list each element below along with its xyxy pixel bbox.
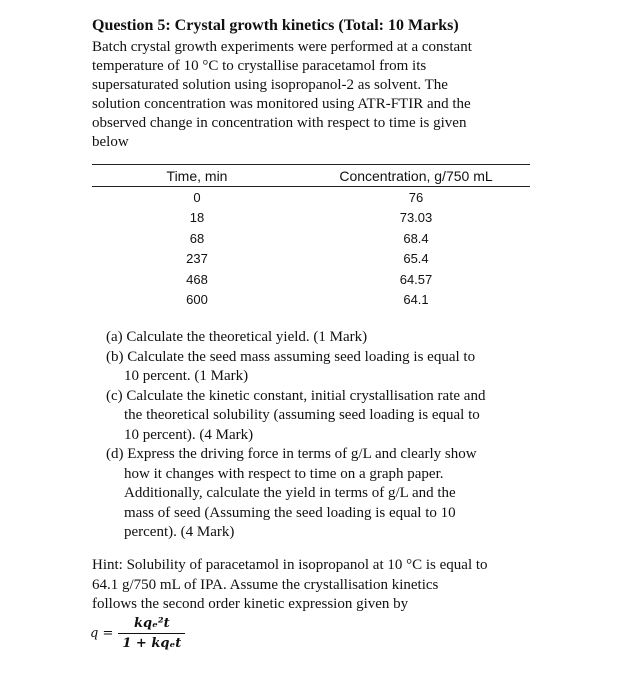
table-row xyxy=(92,208,530,229)
cell-time: 600 xyxy=(186,292,208,308)
table-body xyxy=(92,187,530,311)
question-item xyxy=(106,387,485,446)
cell-concentration: 64.57 xyxy=(399,271,433,287)
table-row xyxy=(92,187,530,208)
kinetic-formula xyxy=(90,616,185,651)
question-line: (d) Express the driving force in terms of g/L and clearly show xyxy=(106,446,477,462)
question-line: 10 percent. (1 Mark) xyxy=(124,368,249,384)
question-line: mass of seed (Assuming the seed loading is equal to 10 xyxy=(124,504,456,521)
intro-line: solution concentration was monitored using ATR-FTIR and the xyxy=(92,96,471,112)
question-item xyxy=(106,445,485,543)
question-list xyxy=(106,328,485,543)
cell-time: 237 xyxy=(186,251,208,267)
cell-time: 0 xyxy=(193,189,201,205)
question-line: 10 percent). (4 Mark) xyxy=(124,426,254,443)
cell-time: 468 xyxy=(186,271,208,287)
intro-line: temperature of 10 °C to crystallise paracetamol from its xyxy=(92,58,427,74)
table-row xyxy=(92,269,530,290)
table-row xyxy=(92,290,530,311)
formula-lhs: q = xyxy=(90,626,114,641)
data-table xyxy=(92,164,530,311)
table-row xyxy=(92,249,530,270)
header-concentration: Concentration, g/750 mL xyxy=(339,167,493,184)
table-bottom xyxy=(92,310,530,311)
question-title: Question 5: Crystal growth kinetics (Total: 10 Marks) xyxy=(92,17,459,34)
question-line: (b) Calculate the seed mass assuming seed loading is equal to xyxy=(106,348,476,365)
cell-time: 18 xyxy=(189,210,205,226)
cell-concentration: 64.1 xyxy=(403,292,429,308)
table-header xyxy=(92,165,530,186)
intro-line: supersaturated solution using isopropanol-2 as solvent. The xyxy=(92,77,448,93)
question-item xyxy=(106,348,485,387)
question-item xyxy=(106,328,485,348)
formula-numerator: kqₑ²t xyxy=(134,616,170,631)
hint-line: follows the second order kinetic expression given by xyxy=(92,596,409,612)
formula-fraction xyxy=(118,616,185,651)
hint-paragraph xyxy=(92,556,488,615)
cell-concentration: 68.4 xyxy=(403,230,429,246)
header-time: Time, min xyxy=(166,167,228,184)
hint-line: 64.1 g/750 mL of IPA. Assume the crystallisation kinetics xyxy=(92,576,439,593)
question-line: how it changes with respect to time on a graph paper. xyxy=(124,465,444,482)
intro-line: below xyxy=(92,134,129,150)
intro-line: observed change in concentration with respect to time is given xyxy=(92,115,467,131)
cell-time: 68 xyxy=(189,230,205,246)
question-line: the theoretical solubility (assuming seed loading is equal to xyxy=(124,407,480,423)
question-line: (a) Calculate the theoretical yield. (1 Mark) xyxy=(106,329,368,345)
question-line: percent). (4 Mark) xyxy=(124,524,235,540)
formula-denominator: 1 + kqₑt xyxy=(122,636,182,651)
cell-concentration: 73.03 xyxy=(399,210,433,226)
hint-line: Hint: Solubility of paracetamol in isopropanol at 10 °C is equal to xyxy=(92,557,488,573)
question-line: (c) Calculate the kinetic constant, initial crystallisation rate and xyxy=(106,387,486,404)
question-line: Additionally, calculate the yield in terms of g/L and the xyxy=(124,485,456,501)
table-row xyxy=(92,228,530,249)
cell-concentration: 65.4 xyxy=(403,251,429,267)
intro-paragraph xyxy=(92,38,512,152)
intro-line: Batch crystal growth experiments were performed at a constant xyxy=(92,39,472,55)
cell-concentration: 76 xyxy=(408,189,424,205)
